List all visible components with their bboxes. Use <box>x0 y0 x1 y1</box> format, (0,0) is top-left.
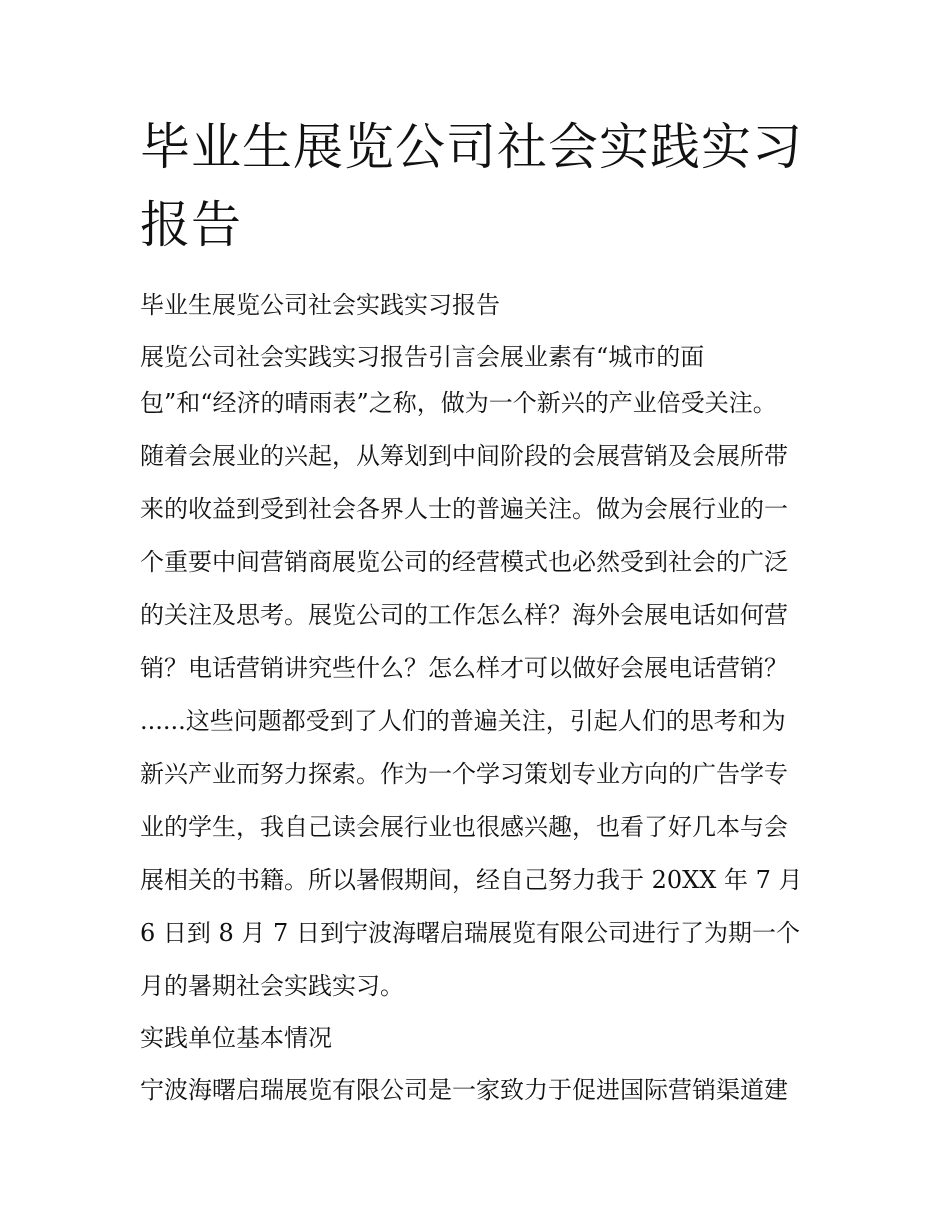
paragraph-line: 随着会展业的兴起，从筹划到中间阶段的会展营销及会展所带 <box>140 442 788 470</box>
section-paragraph <box>140 1071 815 1109</box>
document-page <box>140 108 815 1109</box>
document-subtitle: 毕业生展览公司社会实践实习报告 <box>140 291 500 319</box>
paragraph-line: 包”和“经济的晴雨表”之称，做为一个新兴的产业倍受关注。 <box>140 389 777 417</box>
paragraph-line: 展览公司社会实践实习报告引言会展业素有“城市的面 <box>140 343 705 371</box>
paragraph-line: 月的暑期社会实践实习。 <box>140 972 404 1000</box>
paragraph-line: 6 日到 8 月 7 日到宁波海曙启瑞展览有限公司进行了为期一个 <box>140 919 800 947</box>
paragraph-line: 个重要中间营销商展览公司的经营模式也必然受到社会的广泛 <box>140 548 788 576</box>
paragraph-line: 来的收益到受到社会各界人士的普遍关注。做为会展行业的一 <box>140 495 788 523</box>
intro-paragraph <box>140 338 815 1005</box>
paragraph-line: 的关注及思考。展览公司的工作怎么样？海外会展电话如何营 <box>140 601 788 629</box>
paragraph-line: 宁波海曙启瑞展览有限公司是一家致力于促进国际营销渠道建 <box>140 1076 788 1104</box>
paragraph-line: 业的学生，我自己读会展行业也很感兴趣，也看了好几本与会 <box>140 813 788 841</box>
document-title <box>140 108 815 264</box>
paragraph-line: ......这些问题都受到了人们的普遍关注，引起人们的思考和为 <box>140 707 786 735</box>
paragraph-line: 新兴产业而努力探索。作为一个学习策划专业方向的广告学专 <box>140 760 788 788</box>
paragraph-line: 展相关的书籍。所以暑假期间，经自己努力我于 20XX 年 7 月 <box>140 866 803 894</box>
title-line-1: 毕业生展览公司社会实践实习 <box>140 118 803 176</box>
section-heading: 实践单位基本情况 <box>140 1024 332 1052</box>
paragraph-line: 销？电话营销讲究些什么？怎么样才可以做好会展电话营销？ <box>140 654 788 682</box>
title-line-2: 报告 <box>140 196 242 254</box>
